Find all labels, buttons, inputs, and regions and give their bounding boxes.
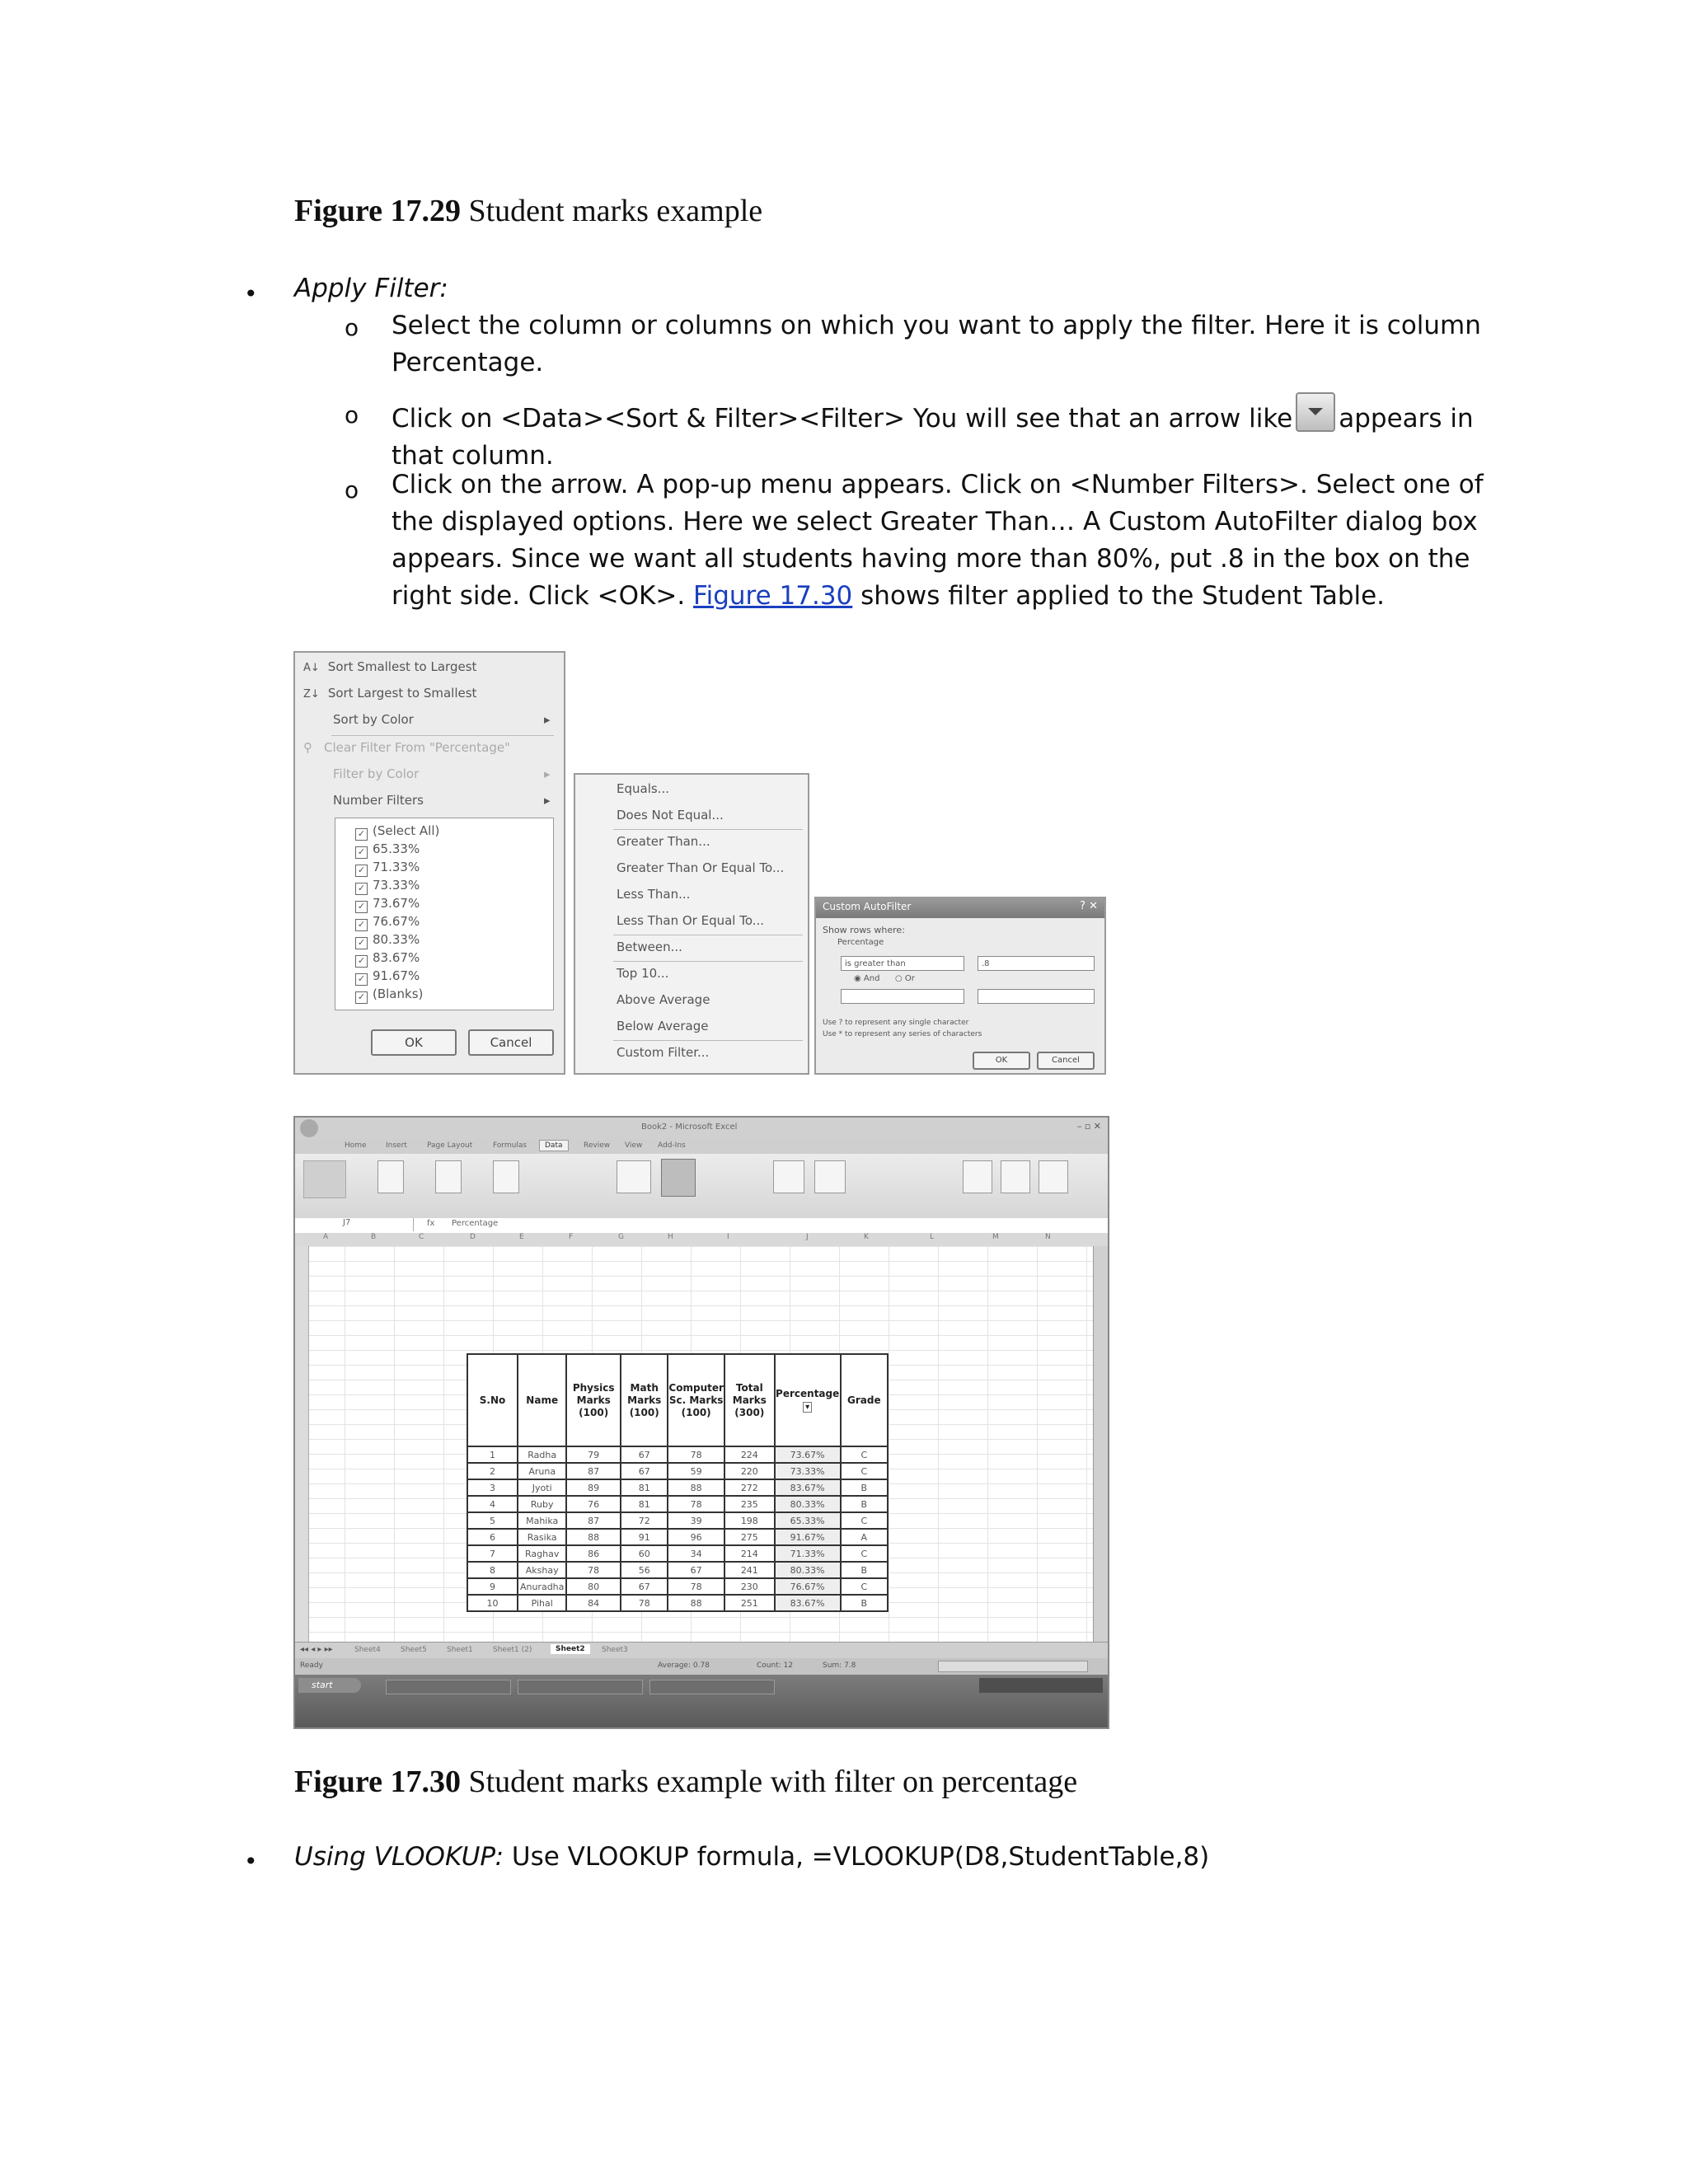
show-rows-label: Show rows where: bbox=[823, 925, 905, 935]
tab-review[interactable]: Review bbox=[584, 1141, 611, 1150]
table-cell[interactable]: 34 bbox=[668, 1545, 724, 1562]
windows-taskbar bbox=[295, 1675, 1108, 1727]
table-row[interactable] bbox=[467, 1496, 888, 1512]
tab-add-ins[interactable]: Add-Ins bbox=[658, 1141, 686, 1150]
filter-step-3 bbox=[392, 466, 1488, 615]
table-cell[interactable]: 251 bbox=[724, 1595, 775, 1611]
office-button-icon[interactable] bbox=[300, 1119, 318, 1137]
table-cell[interactable]: 67 bbox=[621, 1578, 668, 1595]
menu-divider bbox=[613, 1040, 803, 1041]
ok-button[interactable]: OK bbox=[371, 1029, 457, 1056]
table-cell[interactable]: 4 bbox=[467, 1496, 518, 1512]
submenu-arrow-icon: ▸ bbox=[544, 766, 551, 781]
table-cell[interactable]: 220 bbox=[724, 1463, 775, 1479]
table-row[interactable] bbox=[467, 1463, 888, 1479]
figure-caption-17-29 bbox=[294, 193, 762, 229]
table-cell[interactable]: B bbox=[841, 1562, 888, 1578]
table-cell[interactable]: 96 bbox=[668, 1529, 724, 1545]
table-cell[interactable]: 91 bbox=[621, 1529, 668, 1545]
table-cell[interactable]: C bbox=[841, 1512, 888, 1529]
text-to-columns-icon[interactable] bbox=[773, 1160, 804, 1193]
filter-by-color-item: Filter by Color ▸ bbox=[333, 766, 551, 781]
less-than-or-equal-item[interactable]: Less Than Or Equal To... bbox=[617, 913, 765, 928]
table-cell[interactable]: 81 bbox=[621, 1496, 668, 1512]
above-average-item[interactable]: Above Average bbox=[617, 992, 710, 1007]
status-bar bbox=[295, 1658, 1108, 1675]
taskbar-item[interactable] bbox=[649, 1680, 775, 1694]
table-cell[interactable]: 91.67% bbox=[775, 1529, 841, 1545]
table-row[interactable] bbox=[467, 1595, 888, 1611]
checkbox-checked-icon: ✓ bbox=[355, 919, 368, 931]
column-header[interactable]: C bbox=[419, 1233, 424, 1241]
table-cell[interactable]: 72 bbox=[621, 1512, 668, 1529]
column-headers bbox=[295, 1233, 1108, 1247]
table-cell[interactable]: 7 bbox=[467, 1545, 518, 1562]
or-radio[interactable]: ○ Or bbox=[895, 974, 915, 983]
sheet-tab-active[interactable]: Sheet2 bbox=[551, 1644, 590, 1654]
table-cell[interactable]: Ruby bbox=[518, 1496, 566, 1512]
dialog-titlebar bbox=[816, 898, 1104, 918]
table-cell[interactable]: C bbox=[841, 1545, 888, 1562]
header-total: Total Marks (300) bbox=[724, 1354, 775, 1446]
hint-single-char: Use ? to represent any single character bbox=[823, 1019, 969, 1027]
checkbox-list bbox=[335, 818, 554, 1010]
checkbox-item[interactable]: ✓ 76.67% bbox=[355, 914, 420, 931]
subtotal-icon[interactable] bbox=[1039, 1160, 1068, 1193]
greater-than-or-equal-item[interactable]: Greater Than Or Equal To... bbox=[617, 860, 785, 875]
table-cell[interactable]: 78 bbox=[668, 1496, 724, 1512]
table-cell[interactable]: 88 bbox=[566, 1529, 621, 1545]
table-cell[interactable]: Rasika bbox=[518, 1529, 566, 1545]
table-cell[interactable]: 3 bbox=[467, 1479, 518, 1496]
table-cell[interactable]: 80 bbox=[566, 1578, 621, 1595]
table-cell[interactable]: 78 bbox=[566, 1562, 621, 1578]
table-cell[interactable]: 71.33% bbox=[775, 1545, 841, 1562]
custom-filter-item[interactable]: Custom Filter... bbox=[617, 1045, 710, 1060]
filter-step-1: Select the column or columns on which you want to apply the filter. Here it is column Percentage. bbox=[392, 311, 1481, 377]
sort-asc-icon: A↓ bbox=[303, 662, 320, 674]
ungroup-icon[interactable] bbox=[1001, 1160, 1030, 1193]
formula-bar bbox=[295, 1218, 1108, 1234]
does-not-equal-item[interactable]: Does Not Equal... bbox=[617, 808, 724, 823]
sheet-tab[interactable]: Sheet3 bbox=[602, 1646, 628, 1654]
figure-text: Student marks example bbox=[468, 194, 763, 228]
fx-icon: fx bbox=[427, 1219, 435, 1228]
table-cell[interactable]: 73.67% bbox=[775, 1446, 841, 1463]
table-cell[interactable]: Aruna bbox=[518, 1463, 566, 1479]
get-external-data-icon[interactable] bbox=[303, 1160, 346, 1198]
sort-desc-item[interactable]: Z↓ Sort Largest to Smallest bbox=[303, 686, 477, 701]
table-cell[interactable]: 272 bbox=[724, 1479, 775, 1496]
table-cell[interactable]: 235 bbox=[724, 1496, 775, 1512]
sheet-tab[interactable]: Sheet1 bbox=[447, 1646, 473, 1654]
table-row[interactable] bbox=[467, 1479, 888, 1496]
table-cell[interactable]: 83.67% bbox=[775, 1595, 841, 1611]
column-header[interactable]: A bbox=[323, 1233, 329, 1241]
filter-step-2-text-end: appears in that column. bbox=[392, 404, 1474, 471]
checkbox-item[interactable]: ✓ 71.33% bbox=[355, 860, 420, 877]
status-count: Count: 12 bbox=[757, 1661, 794, 1670]
table-cell[interactable]: Pihal bbox=[518, 1595, 566, 1611]
checkbox-item[interactable]: ✓ 83.67% bbox=[355, 950, 420, 968]
column-header[interactable]: H bbox=[668, 1233, 673, 1241]
column-header[interactable]: M bbox=[992, 1233, 999, 1241]
status-ready: Ready bbox=[300, 1661, 323, 1670]
table-cell[interactable]: Radha bbox=[518, 1446, 566, 1463]
figure-label: Figure 17.30 bbox=[294, 1765, 461, 1799]
figure-label: Figure 17.29 bbox=[294, 194, 461, 228]
table-cell[interactable]: Akshay bbox=[518, 1562, 566, 1578]
tab-page-layout[interactable]: Page Layout bbox=[427, 1141, 473, 1150]
checkbox-item[interactable]: ✓ 91.67% bbox=[355, 968, 420, 986]
excel-titlebar bbox=[295, 1118, 1108, 1139]
table-cell[interactable]: 88 bbox=[668, 1595, 724, 1611]
greater-than-item[interactable]: Greater Than... bbox=[617, 834, 710, 849]
sub-bullet: o bbox=[345, 476, 359, 504]
checkbox-checked-icon: ✓ bbox=[355, 937, 368, 949]
header-physics: Physics Marks (100) bbox=[566, 1354, 621, 1446]
sort-icon[interactable] bbox=[617, 1160, 651, 1193]
table-cell[interactable]: A bbox=[841, 1529, 888, 1545]
name-box[interactable]: J7 bbox=[298, 1218, 414, 1231]
table-cell[interactable]: 9 bbox=[467, 1578, 518, 1595]
tab-formulas[interactable]: Formulas bbox=[493, 1141, 528, 1150]
sort-by-color-item[interactable]: Sort by Color ▸ bbox=[333, 712, 551, 727]
table-cell[interactable]: C bbox=[841, 1446, 888, 1463]
table-cell[interactable]: 6 bbox=[467, 1529, 518, 1545]
table-cell[interactable]: 84 bbox=[566, 1595, 621, 1611]
table-cell[interactable]: Anuradha bbox=[518, 1578, 566, 1595]
excel-window bbox=[293, 1116, 1109, 1729]
taskbar-item[interactable] bbox=[518, 1680, 643, 1694]
figure-17-30-link[interactable]: Figure 17.30 bbox=[693, 581, 853, 611]
table-cell[interactable]: 198 bbox=[724, 1512, 775, 1529]
dropdown-arrow-icon bbox=[1296, 392, 1335, 432]
column-header[interactable]: D bbox=[470, 1233, 476, 1241]
table-cell[interactable]: 56 bbox=[621, 1562, 668, 1578]
equals-item[interactable]: Equals... bbox=[617, 781, 669, 796]
submenu-arrow-icon: ▸ bbox=[544, 793, 551, 808]
table-cell[interactable]: 59 bbox=[668, 1463, 724, 1479]
figure-caption-17-30 bbox=[294, 1764, 1077, 1800]
funnel-icon: ⚲ bbox=[303, 740, 312, 755]
table-cell[interactable]: 89 bbox=[566, 1479, 621, 1496]
row-headers bbox=[295, 1246, 309, 1642]
formula-input[interactable]: Percentage bbox=[452, 1219, 499, 1228]
below-average-item[interactable]: Below Average bbox=[617, 1019, 709, 1033]
figure-text: Student marks example with filter on percentage bbox=[468, 1765, 1078, 1799]
filter-dropdown-menu bbox=[293, 651, 565, 1075]
table-cell[interactable]: 5 bbox=[467, 1512, 518, 1529]
checkbox-item[interactable]: ✓ 73.67% bbox=[355, 896, 420, 913]
table-cell[interactable]: 78 bbox=[668, 1446, 724, 1463]
table-cell[interactable]: 241 bbox=[724, 1562, 775, 1578]
table-row[interactable] bbox=[467, 1529, 888, 1545]
status-average: Average: 0.78 bbox=[658, 1661, 710, 1670]
value-input-2[interactable] bbox=[978, 989, 1095, 1004]
refresh-all-icon[interactable] bbox=[493, 1160, 519, 1193]
menu-divider bbox=[613, 829, 803, 830]
table-cell[interactable]: 76.67% bbox=[775, 1578, 841, 1595]
table-cell[interactable]: 60 bbox=[621, 1545, 668, 1562]
table-cell[interactable]: B bbox=[841, 1479, 888, 1496]
table-cell[interactable]: 65.33% bbox=[775, 1512, 841, 1529]
table-cell[interactable]: B bbox=[841, 1595, 888, 1611]
apply-filter-heading: Apply Filter: bbox=[294, 274, 448, 303]
table-cell[interactable]: Mahika bbox=[518, 1512, 566, 1529]
between-item[interactable]: Between... bbox=[617, 940, 682, 954]
table-cell[interactable]: 86 bbox=[566, 1545, 621, 1562]
number-filters-submenu bbox=[574, 773, 809, 1075]
table-cell[interactable]: 230 bbox=[724, 1578, 775, 1595]
header-grade: Grade bbox=[841, 1354, 888, 1446]
sort-desc-icon: Z↓ bbox=[303, 688, 320, 701]
table-cell[interactable]: 81 bbox=[621, 1479, 668, 1496]
menu-divider bbox=[331, 735, 554, 736]
student-table bbox=[467, 1353, 889, 1612]
hint-series-char: Use * to represent any series of characters bbox=[823, 1030, 982, 1038]
tab-home[interactable]: Home bbox=[345, 1141, 367, 1150]
ribbon-tabs bbox=[295, 1139, 1108, 1154]
table-cell[interactable]: 214 bbox=[724, 1545, 775, 1562]
header-computer: Computer Sc. Marks (100) bbox=[668, 1354, 724, 1446]
checkbox-checked-icon: ✓ bbox=[355, 901, 368, 913]
sub-bullet: o bbox=[345, 314, 359, 341]
table-cell[interactable]: Raghav bbox=[518, 1545, 566, 1562]
table-cell[interactable]: C bbox=[841, 1463, 888, 1479]
checkbox-item[interactable]: ✓ (Select All) bbox=[355, 823, 439, 841]
column-header[interactable]: K bbox=[864, 1233, 869, 1241]
checkbox-checked-icon: ✓ bbox=[355, 973, 368, 986]
table-cell[interactable]: 80.33% bbox=[775, 1496, 841, 1512]
table-cell[interactable]: 67 bbox=[668, 1562, 724, 1578]
filter-dropdown-icon[interactable]: ▾ bbox=[803, 1402, 812, 1413]
checkbox-checked-icon: ✓ bbox=[355, 828, 368, 841]
table-row[interactable] bbox=[467, 1512, 888, 1529]
vlookup-line bbox=[294, 1839, 1209, 1876]
header-math: Math Marks (100) bbox=[621, 1354, 668, 1446]
custom-autofilter-dialog bbox=[814, 897, 1106, 1075]
remove-duplicates-icon[interactable] bbox=[814, 1160, 846, 1193]
operator-select-2[interactable] bbox=[841, 989, 964, 1004]
table-cell[interactable]: 8 bbox=[467, 1562, 518, 1578]
table-row[interactable] bbox=[467, 1446, 888, 1463]
dialog-ok-button[interactable]: OK bbox=[973, 1052, 1030, 1070]
less-than-item[interactable]: Less Than... bbox=[617, 887, 691, 902]
checkbox-item[interactable]: ✓ (Blanks) bbox=[355, 987, 423, 1004]
operator-select[interactable]: is greater than bbox=[841, 956, 964, 971]
table-cell[interactable]: 83.67% bbox=[775, 1479, 841, 1496]
cancel-button[interactable]: Cancel bbox=[468, 1029, 554, 1056]
checkbox-item[interactable]: ✓ 65.33% bbox=[355, 841, 420, 859]
header-percentage[interactable]: Percentage ▾ bbox=[775, 1354, 841, 1446]
column-header[interactable]: N bbox=[1045, 1233, 1051, 1241]
table-row[interactable] bbox=[467, 1562, 888, 1578]
checkbox-checked-icon: ✓ bbox=[355, 883, 368, 895]
close-icon[interactable]: ? ✕ bbox=[1080, 900, 1098, 912]
table-row[interactable] bbox=[467, 1578, 888, 1595]
system-tray bbox=[979, 1678, 1103, 1693]
bullet: • bbox=[244, 280, 258, 307]
table-cell[interactable]: C bbox=[841, 1578, 888, 1595]
vlookup-heading: Using VLOOKUP: bbox=[294, 1842, 504, 1872]
top-10-item[interactable]: Top 10... bbox=[617, 966, 669, 981]
table-cell[interactable]: 1 bbox=[467, 1446, 518, 1463]
table-cell[interactable]: 73.33% bbox=[775, 1463, 841, 1479]
filter-step-3-text: Click on the arrow. A pop-up menu appears. Click on <Number Filters>. Select one of the displayed options. Here we select Greater Than… A Custom AutoFilter dialog box appears. Since we want all students having more than 80%, put .8 in the box on the right side. Click <OK>. bbox=[392, 470, 1484, 611]
filter-step-3-text-end: shows filter applied to the Student Table. bbox=[860, 581, 1386, 611]
sheet-tab[interactable]: Sheet4 bbox=[354, 1646, 381, 1654]
table-cell[interactable]: 88 bbox=[668, 1479, 724, 1496]
column-header[interactable]: F bbox=[569, 1233, 574, 1241]
tab-insert[interactable]: Insert bbox=[386, 1141, 407, 1150]
checkbox-checked-icon: ✓ bbox=[355, 991, 368, 1004]
column-header[interactable]: I bbox=[727, 1233, 729, 1241]
checkbox-checked-icon: ✓ bbox=[355, 865, 368, 877]
table-cell[interactable]: B bbox=[841, 1496, 888, 1512]
checkbox-item[interactable]: ✓ 73.33% bbox=[355, 878, 420, 895]
status-sum: Sum: 7.8 bbox=[823, 1661, 856, 1670]
column-header[interactable]: J bbox=[806, 1233, 809, 1241]
column-header[interactable]: G bbox=[618, 1233, 624, 1241]
sheet-nav-icon[interactable]: ◂◂ ◂ ▸ ▸▸ bbox=[300, 1645, 333, 1654]
table-cell[interactable]: 275 bbox=[724, 1529, 775, 1545]
table-cell[interactable]: 87 bbox=[566, 1512, 621, 1529]
existing-connections-icon[interactable] bbox=[435, 1160, 462, 1193]
table-cell[interactable]: 78 bbox=[621, 1595, 668, 1611]
table-cell[interactable]: 39 bbox=[668, 1512, 724, 1529]
dialog-title: Custom AutoFilter bbox=[823, 901, 912, 912]
table-cell[interactable]: 78 bbox=[668, 1578, 724, 1595]
start-button[interactable]: start bbox=[298, 1678, 361, 1693]
value-input[interactable]: .8 bbox=[978, 956, 1095, 971]
header-sno: S.No bbox=[467, 1354, 518, 1446]
table-cell[interactable]: 67 bbox=[621, 1446, 668, 1463]
table-cell[interactable]: 80.33% bbox=[775, 1562, 841, 1578]
group-icon[interactable] bbox=[963, 1160, 992, 1193]
filter-step-2-text: Click on <Data><Sort & Filter><Filter> You will see that an arrow like bbox=[392, 404, 1293, 434]
table-cell[interactable]: Jyoti bbox=[518, 1479, 566, 1496]
sheet-tab[interactable]: Sheet5 bbox=[401, 1646, 427, 1654]
vlookup-text: Use VLOOKUP formula, =VLOOKUP(D8,StudentTable,8) bbox=[511, 1842, 1210, 1872]
table-cell[interactable]: 224 bbox=[724, 1446, 775, 1463]
from-other-sources-icon[interactable] bbox=[377, 1160, 404, 1193]
checkbox-item[interactable]: ✓ 80.33% bbox=[355, 932, 420, 949]
filter-icon[interactable] bbox=[661, 1159, 696, 1197]
bullet: • bbox=[244, 1848, 258, 1875]
table-row[interactable] bbox=[467, 1545, 888, 1562]
taskbar-item[interactable] bbox=[386, 1680, 511, 1694]
number-filters-item[interactable]: Number Filters ▸ bbox=[333, 793, 551, 808]
column-header[interactable]: B bbox=[371, 1233, 377, 1241]
sheet-tabs-bar bbox=[295, 1642, 1108, 1659]
table-cell[interactable]: 67 bbox=[621, 1463, 668, 1479]
column-header[interactable]: L bbox=[930, 1233, 935, 1241]
sub-bullet: o bbox=[345, 401, 359, 429]
excel-title: Book2 - Microsoft Excel bbox=[641, 1122, 738, 1132]
sort-asc-item[interactable]: A↓ Sort Smallest to Largest bbox=[303, 659, 477, 674]
and-radio[interactable]: ◉ And bbox=[854, 974, 880, 983]
submenu-arrow-icon: ▸ bbox=[544, 712, 551, 727]
tab-view[interactable]: View bbox=[625, 1141, 643, 1150]
menu-divider bbox=[613, 961, 803, 962]
sheet-tab[interactable]: Sheet1 (2) bbox=[493, 1646, 532, 1654]
window-controls-icon[interactable]: – ▫ ✕ bbox=[1076, 1121, 1101, 1132]
tab-data[interactable]: Data bbox=[539, 1140, 569, 1151]
ribbon-data bbox=[295, 1154, 1108, 1219]
header-name: Name bbox=[518, 1354, 566, 1446]
checkbox-checked-icon: ✓ bbox=[355, 955, 368, 968]
zoom-slider[interactable] bbox=[938, 1661, 1088, 1672]
checkbox-checked-icon: ✓ bbox=[355, 846, 368, 859]
worksheet-grid[interactable] bbox=[295, 1246, 1093, 1642]
clear-filter-item: ⚲ Clear Filter From "Percentage" bbox=[303, 740, 511, 755]
vertical-scrollbar[interactable] bbox=[1093, 1246, 1109, 1642]
table-cell[interactable]: 87 bbox=[566, 1463, 621, 1479]
table-cell[interactable]: 79 bbox=[566, 1446, 621, 1463]
table-cell[interactable]: 2 bbox=[467, 1463, 518, 1479]
field-label: Percentage bbox=[837, 938, 884, 947]
table-cell[interactable]: 10 bbox=[467, 1595, 518, 1611]
table-cell[interactable]: 76 bbox=[566, 1496, 621, 1512]
filter-step-2 bbox=[392, 392, 1488, 475]
column-header[interactable]: E bbox=[519, 1233, 524, 1241]
table-header-row bbox=[467, 1354, 888, 1446]
dialog-cancel-button[interactable]: Cancel bbox=[1037, 1052, 1095, 1070]
